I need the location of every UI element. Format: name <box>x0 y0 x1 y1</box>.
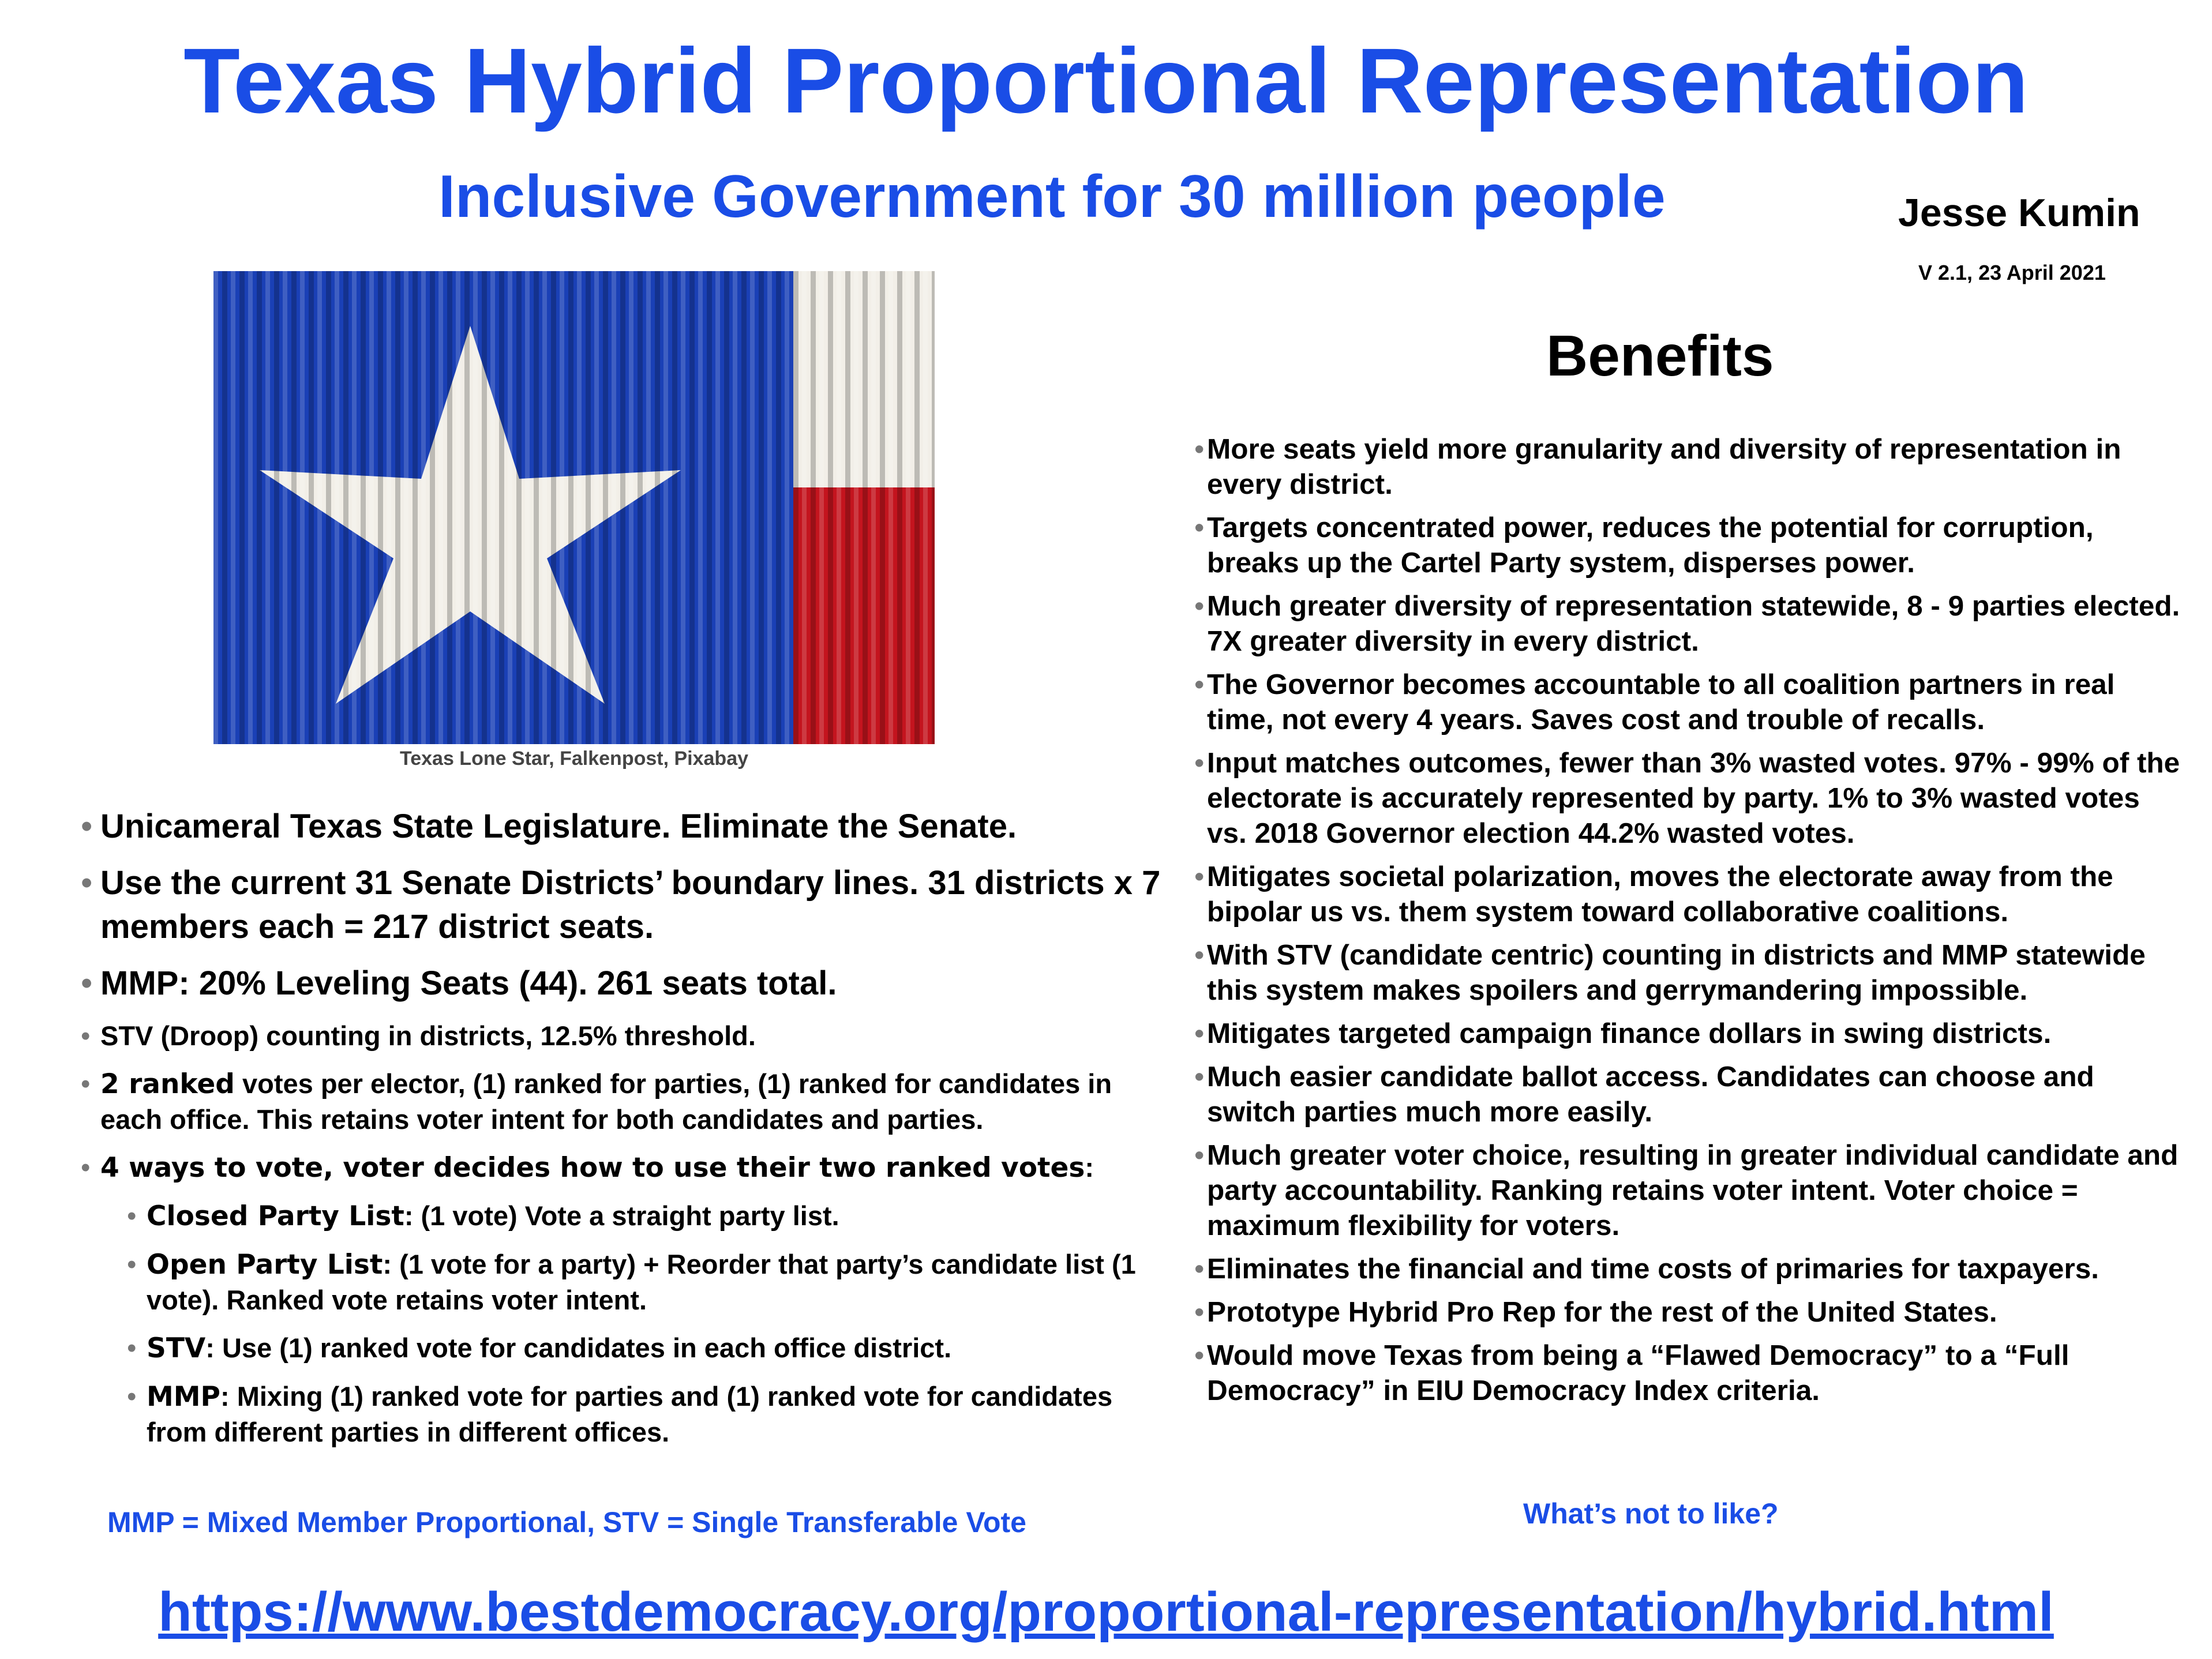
bullet-icon: • <box>81 1020 91 1051</box>
benefit-item: • Mitigates targeted campaign finance dollars in swing districts. <box>1194 1016 2187 1051</box>
texas-flag-icon <box>213 271 935 744</box>
abbreviation-definitions: MMP = Mixed Member Proportional, STV = Single Transferable Vote <box>107 1506 1026 1538</box>
benefit-item: • The Governor becomes accountable to all coalition partners in real time, not every 4 years. Saves cost and trouble of recalls. <box>1194 667 2187 737</box>
bullet-icon: • <box>81 864 93 902</box>
proposal-list <box>81 805 1165 1462</box>
list-item: • 4 ways to vote, voter decides how to use their two ranked votes: <box>81 1150 1165 1185</box>
bullet-icon: • <box>1194 433 1205 465</box>
benefit-item: • More seats yield more granularity and diversity of representation in every district. <box>1194 431 2187 502</box>
sub-list-item: • STV: Use (1) ranked vote for candidates in each office district. <box>127 1330 1165 1366</box>
bullet-icon: • <box>1194 1253 1205 1285</box>
bullet-icon: • <box>1194 861 1205 892</box>
bullet-icon: • <box>1194 1139 1205 1171</box>
sub-list-item: • MMP: Mixing (1) ranked vote for parties and (1) ranked vote for candidates from different parties in different offices. <box>127 1379 1165 1450</box>
list-item: • Use the current 31 Senate Districts’ boundary lines. 31 districts x 7 members each = 217 district seats. <box>81 861 1165 949</box>
bullet-icon: • <box>81 1152 91 1183</box>
bullet-icon: • <box>1194 1296 1205 1328</box>
version-date: V 2.1, 23 April 2021 <box>1918 261 2106 284</box>
benefit-item: • Much greater diversity of representation statewide, 8 - 9 parties elected. 7X greater diversity in every district. <box>1194 588 2187 659</box>
image-caption: Texas Lone Star, Falkenpost, Pixabay <box>399 748 749 770</box>
benefit-item: • Much greater voter choice, resulting in greater individual candidate and party accountability. Ranking retains voter intent. Voter choice = maximum flexibility for voters. <box>1194 1138 2187 1243</box>
benefits-list <box>1194 431 2187 1416</box>
list-item: • MMP: 20% Leveling Seats (44). 261 seats total. <box>81 962 1165 1005</box>
sub-list-item: • Open Party List: (1 vote for a party) + Reorder that party’s candidate list (1 vote). Ranked vote retains voter intent. <box>127 1247 1165 1318</box>
benefit-item: • With STV (candidate centric) counting in districts and MMP statewide this system makes spoilers and gerrymandering impossible. <box>1194 937 2187 1008</box>
benefit-item: • Prototype Hybrid Pro Rep for the rest of the United States. <box>1194 1294 2187 1330</box>
bullet-icon: • <box>1194 1061 1205 1093</box>
bullet-icon: • <box>1194 512 1205 543</box>
page-title: Texas Hybrid Proportional Representation <box>183 29 2029 132</box>
bullet-icon: • <box>1194 1018 1205 1049</box>
bullet-icon: • <box>1194 1339 1205 1371</box>
bullet-icon: • <box>81 808 93 845</box>
bullet-icon: • <box>127 1200 137 1231</box>
list-item: • STV (Droop) counting in districts, 12.5% threshold. <box>81 1018 1165 1053</box>
bullet-icon: • <box>81 964 93 1002</box>
closing-question: What’s not to like? <box>1523 1497 1779 1530</box>
benefit-item: • Eliminates the financial and time costs of primaries for taxpayers. <box>1194 1251 2187 1286</box>
texas-lone-star-image <box>213 271 935 744</box>
benefit-item: • Much easier candidate ballot access. Candidates can choose and switch parties much more easily. <box>1194 1059 2187 1129</box>
bullet-icon: • <box>1194 747 1205 779</box>
bullet-icon: • <box>127 1381 137 1412</box>
page-subtitle: Inclusive Government for 30 million people <box>438 163 1666 230</box>
bullet-icon: • <box>81 1068 91 1099</box>
bullet-icon: • <box>1194 669 1205 700</box>
bullet-icon: • <box>127 1249 137 1279</box>
benefit-item: • Mitigates societal polarization, moves the electorate away from the bipolar us vs. them system toward collaborative coalitions. <box>1194 859 2187 929</box>
list-item: • Unicameral Texas State Legislature. Eliminate the Senate. <box>81 805 1165 849</box>
benefit-item: • Targets concentrated power, reduces the potential for corruption, breaks up the Cartel Party system, disperses power. <box>1194 510 2187 580</box>
bullet-icon: • <box>1194 939 1205 971</box>
benefits-heading: Benefits <box>1546 324 1774 388</box>
bullet-icon: • <box>127 1333 137 1363</box>
benefit-item: • Input matches outcomes, fewer than 3% wasted votes. 97% - 99% of the electorate is accurately represented by party. 1% to 3% wasted votes vs. 2018 Governor election 44.2% wasted votes. <box>1194 745 2187 851</box>
author-name: Jesse Kumin <box>1898 191 2140 235</box>
bullet-icon: • <box>1194 590 1205 622</box>
website-link[interactable]: https://www.bestdemocracy.org/proportional-representation/hybrid.html <box>158 1581 2054 1643</box>
list-item: • 2 ranked votes per elector, (1) ranked for parties, (1) ranked for candidates in each office. This retains voter intent for both candidates and parties. <box>81 1066 1165 1137</box>
benefit-item: • Would move Texas from being a “Flawed Democracy” to a “Full Democracy” in EIU Democracy Index criteria. <box>1194 1338 2187 1408</box>
sub-list-item: • Closed Party List: (1 vote) Vote a straight party list. <box>127 1198 1165 1234</box>
